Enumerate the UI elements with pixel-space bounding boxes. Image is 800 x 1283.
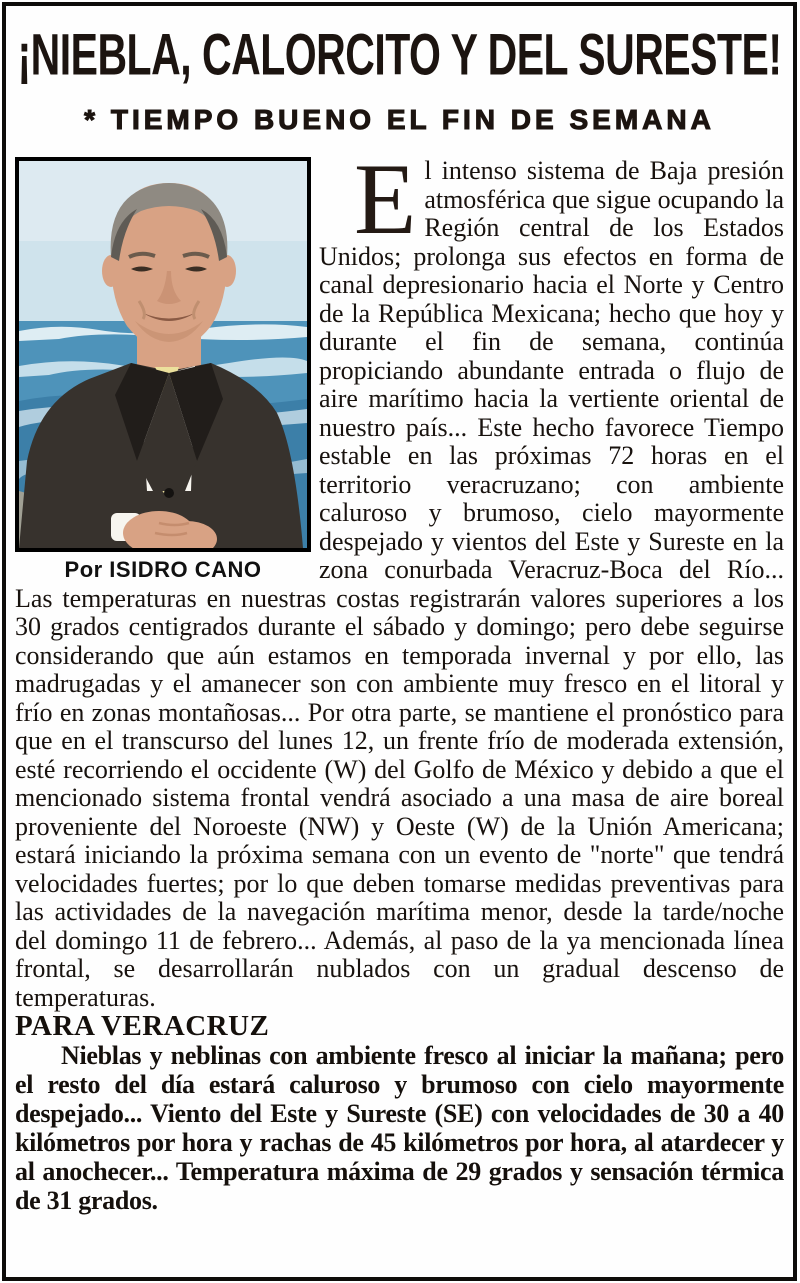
author-photo-figure — [15, 157, 311, 583]
section-heading-para-veracruz: PARA VERACRUZ — [15, 1010, 270, 1042]
article-headline: ¡NIEBLA, CALORCITO Y DEL SURESTE! — [17, 22, 782, 88]
drop-cap: E — [354, 143, 417, 256]
portrait-button — [164, 488, 174, 498]
photo-caption: Por ISIDRO CANO — [64, 557, 262, 582]
forecast-paragraph: Nieblas y neblinas con ambiente fresco al iniciar la mañana; pero el resto del día estará caluroso y brumoso con cielo mayormente despejado... Viento del Este y Sureste (SE) con velocidades de 30 a 40 kilómetros por hora y rachas de 45 kilómetros por hora, al atardecer y al anochecer... Temperatura máxima de 29 grados y sensación térmica de 31 grados. — [15, 1040, 784, 1215]
article-body — [15, 143, 784, 1215]
article-subheadline: * TIEMPO BUENO EL FIN DE SEMANA — [84, 104, 715, 135]
newspaper-page — [2, 2, 797, 1281]
author-photo — [15, 157, 311, 552]
lead-paragraph-text: l intenso sistema de Baja presión atmosférica que sigue ocupando la Región central de los Estados Unidos; prolonga sus efectos en forma de canal depresionario hacia el Norte y Centro de la República Mexicana; hecho que hoy y durante el fin de semana, continúa propiciando abundante entrada o flujo de aire marítimo hacia la vertiente oriental de nuestro país... Este hecho favorece Tiempo estable en las próximas 72 horas en el territorio veracruzano; con ambiente caluroso y brumoso, cielo mayormente despejado y vientos del Este y Sureste en la zona conurbada Veracruz-Boca del Río... Las temperaturas en nuestras costas registrarán valores superiores a los 30 grados centigrados durante el sábado y domingo; pero debe seguirse considerando que aún estamos en temporada invernal y por ello, las madrugadas y el amanecer son con ambiente muy fresco en el litoral y frío en zonas montañosas... Por otra parte, se mantiene el pronóstico para que en el transcurso del lunes 12, un frente frío de moderada extensión, esté recorriendo el occidente (W) del Golfo de México y debido a que el mencionado sistema frontal vendrá asociado a una masa de aire boreal proveniente del Noroeste (NW) y Oeste (W) de la Unión Americana; estará iniciando la próxima semana con un evento de "norte" que tendrá velocidades fuertes; por lo que deben tomarse medidas preventivas para las actividades de la navegación marítima menor, desde la tarde/noche del domingo 11 de febrero... Además, al paso de la ya mencionada línea frontal, se desarrollarán nublados con un gradual descenso de temperaturas. — [15, 156, 784, 1012]
portrait-illustration — [19, 161, 307, 548]
